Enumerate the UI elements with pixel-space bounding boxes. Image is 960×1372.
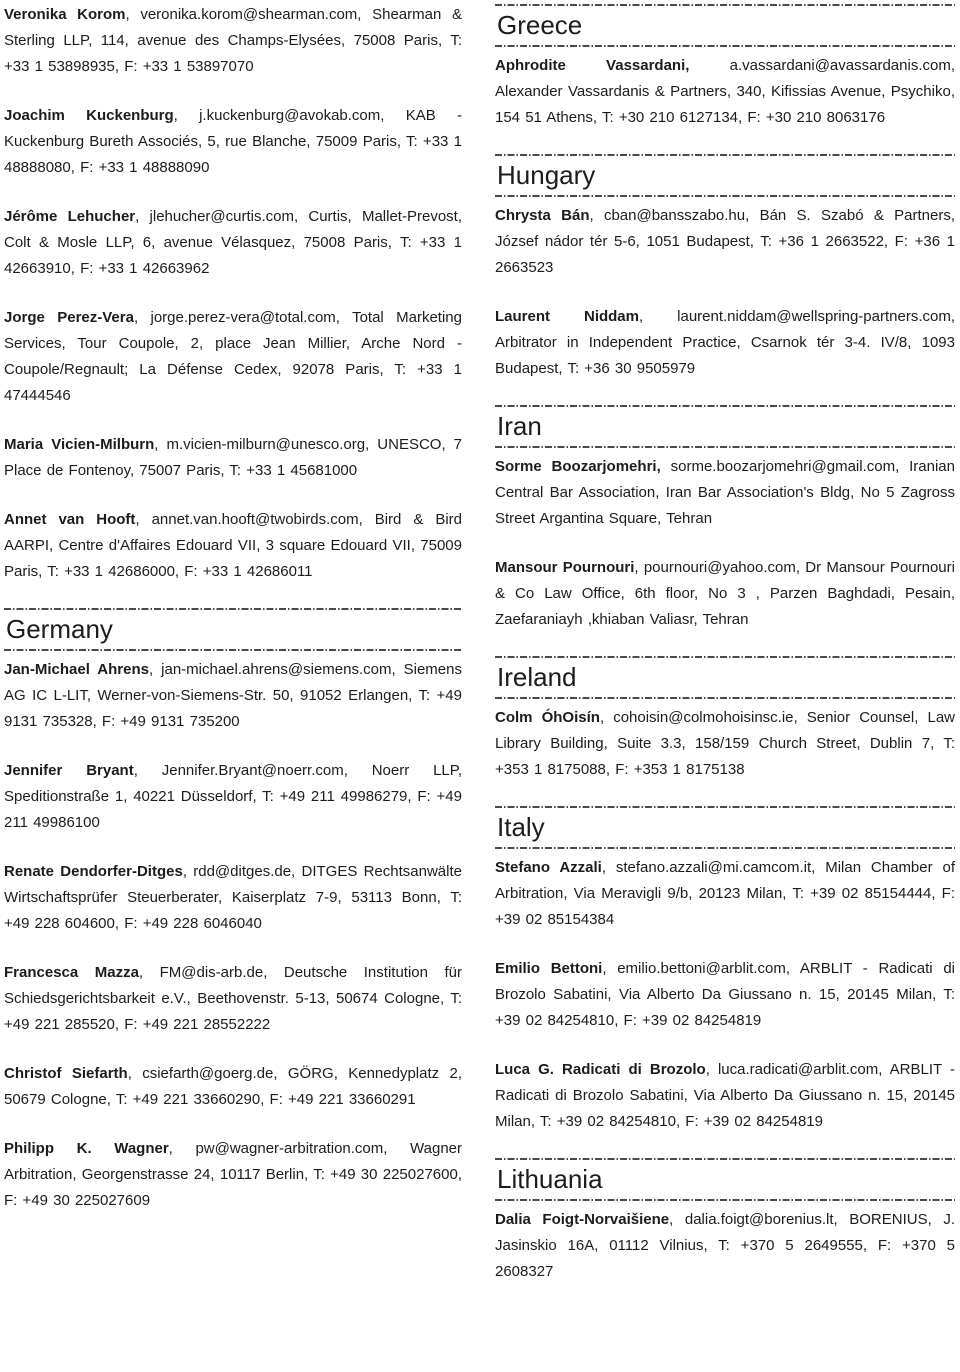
- contact-details: , annet.van.hooft@twobirds.com, Bird & Bird AARPI, Centre d'Affaires Edouard VII, 3 square Edouard VII, 75009 Paris, T: +33 1 42686000, F: +33 1 42686011: [4, 511, 462, 580]
- contact-entry: [4, 507, 462, 585]
- contact-entry: [4, 2, 462, 80]
- contact-name: Maria Vicien-Milburn: [4, 436, 155, 453]
- contact-name: Jennifer Bryant: [4, 762, 134, 779]
- contact-name: Joachim Kuckenburg: [4, 107, 174, 124]
- contact-details: , emilio.bettoni@arblit.com, ARBLIT - Radicati di Brozolo Sabatini, Via Alberto Da Giussano n. 15, 20145 Milan, T: +39 02 84254810, F: +39 02 84254819: [495, 960, 956, 1029]
- dash-dot-divider-bottom: [495, 847, 955, 849]
- contact-entry: [495, 1207, 955, 1285]
- dash-dot-divider-bottom: [495, 1199, 955, 1201]
- contact-details: , dalia.foigt@borenius.lt, BORENIUS, J. Jasinskio 16A, 01112 Vilnius, T: +370 5 2649555, F: +370 5 2608327: [495, 1211, 955, 1280]
- contact-entry: [495, 555, 955, 633]
- contact-details: , cohoisin@colmohoisinsc.ie, Senior Counsel, Law Library Building, Suite 3.3, 158/159 Church Street, Dublin 7, T: +353 1 8175088, F: +353 1 8175138: [495, 709, 956, 778]
- contact-entry: [4, 657, 462, 735]
- contact-entry: [495, 855, 955, 933]
- contact-entry: [495, 956, 955, 1034]
- contact-entry: [495, 705, 955, 783]
- contact-details: , cban@bansszabo.hu, Bán S. Szabó & Partners, József nádor tér 5-6, 1051 Budapest, T: +36 1 2663522, F: +36 1 2663523: [495, 207, 955, 276]
- contact-entry: [4, 1136, 462, 1214]
- contact-entry: [495, 53, 955, 131]
- contact-details: , rdd@ditges.de, DITGES Rechtsanwälte Wirtschaftsprüfer Steuerberater, Kaiserplatz 7-9, 53113 Bonn, T: +49 228 604600, F: +49 228 6046040: [4, 863, 462, 932]
- contact-details: , Jennifer.Bryant@noerr.com, Noerr LLP, Speditionstraße 1, 40221 Düsseldorf, T: +49 211 49986279, F: +49 211 49986100: [4, 762, 462, 831]
- contact-entry: [4, 859, 462, 937]
- section-heading-germany: Germany: [6, 614, 113, 644]
- column-left: [4, 2, 462, 1372]
- contact-entry: [4, 103, 462, 181]
- contact-details: , stefano.azzali@mi.camcom.it, Milan Chamber of Arbitration, Via Meravigli 9/b, 20123 Milan, T: +39 02 85154444, F: +39 02 85154384: [495, 859, 955, 928]
- contact-details: , j.kuckenburg@avokab.com, KAB - Kuckenburg Bureth Associés, 5, rue Blanche, 75009 Paris, T: +33 1 48888080, F: +33 1 48888090: [4, 107, 462, 176]
- contact-entry: [4, 204, 462, 282]
- contact-name: Aphrodite Vassardani,: [495, 57, 690, 74]
- contact-name: Philipp K. Wagner: [4, 1140, 169, 1157]
- contact-details: , pournouri@yahoo.com, Dr Mansour Pournouri & Co Law Office, 6th floor, No 3 , Parzen Baghdadi, Pesain, Zaefaraniayh ,khiaban Valiasr, Tehran: [495, 559, 955, 628]
- column-right: [495, 2, 955, 1372]
- contact-name: Jorge Perez-Vera: [4, 309, 134, 326]
- contact-details: , FM@dis-arb.de, Deutsche Institution für Schiedsgerichtsbarkeit e.V., Beethovenstr. 5-13, 50674 Cologne, T: +49 221 285520, F: +49 221 28552222: [4, 964, 462, 1033]
- contact-name: Laurent Niddam: [495, 308, 639, 325]
- contact-name: Stefano Azzali: [495, 859, 602, 876]
- contact-entry: [4, 305, 462, 409]
- contact-details: sorme.boozarjomehri@gmail.com, Iranian Central Bar Association, Iran Bar Association's Bldg, No 5 Zagross Street Argantina Square, Tehran: [495, 458, 955, 527]
- contact-entry: [495, 304, 955, 382]
- contact-name: Chrysta Bán: [495, 207, 590, 224]
- contact-name: Annet van Hooft: [4, 511, 136, 528]
- contact-name: Sorme Boozarjomehri,: [495, 458, 661, 475]
- contact-details: , jorge.perez-vera@total.com, Total Marketing Services, Tour Coupole, 2, place Jean Millier, Arche Nord - Coupole/Regnault; La Défense Cedex, 92078 Paris, T: +33 1 47444546: [4, 309, 462, 404]
- contact-name: Mansour Pournouri: [495, 559, 635, 576]
- contact-name: Jan-Michael Ahrens: [4, 661, 149, 678]
- contact-name: Christof Siefarth: [4, 1065, 128, 1082]
- dash-dot-divider-bottom: [4, 649, 462, 651]
- contact-entry: [495, 1057, 955, 1135]
- contact-details: , veronika.korom@shearman.com, Shearman & Sterling LLP, 114, avenue des Champs-Elysées, 75008 Paris, T: +33 1 53898935, F: +33 1 53897070: [4, 6, 462, 75]
- contact-details: , pw@wagner-arbitration.com, Wagner Arbitration, Georgenstrasse 24, 10117 Berlin, T: +49 30 225027600, F: +49 30 225027609: [4, 1140, 462, 1209]
- contact-name: Colm ÓhOisín: [495, 709, 600, 726]
- contact-name: Veronika Korom: [4, 6, 126, 23]
- dash-dot-divider-bottom: [495, 45, 955, 47]
- dash-dot-divider-bottom: [495, 697, 955, 699]
- contact-details: , jlehucher@curtis.com, Curtis, Mallet-Prevost, Colt & Mosle LLP, 6, avenue Vélasquez, 75008 Paris, T: +33 1 42663910, F: +33 1 42663962: [4, 208, 462, 277]
- section-heading-iran: Iran: [497, 411, 542, 441]
- contact-details: , jan-michael.ahrens@siemens.com, Siemens AG IC L-LIT, Werner-von-Siemens-Str. 50, 91052 Erlangen, T: +49 9131 735328, F: +49 9131 735200: [4, 661, 462, 730]
- section-heading-ireland: Ireland: [497, 662, 577, 692]
- section-heading-lithuania: Lithuania: [497, 1164, 603, 1194]
- section-heading-italy: Italy: [497, 812, 545, 842]
- contact-name: Dalia Foigt-Norvaišiene: [495, 1211, 670, 1228]
- contact-entry: [495, 454, 955, 532]
- contact-entry: [495, 203, 955, 281]
- contact-entry: [4, 1061, 462, 1113]
- contact-name: Francesca Mazza: [4, 964, 139, 981]
- contact-details: , m.vicien-milburn@unesco.org, UNESCO, 7 Place de Fontenoy, 75007 Paris, T: +33 1 45681000: [4, 436, 463, 479]
- contact-details: , laurent.niddam@wellspring-partners.com, Arbitrator in Independent Practice, Csarnok tér 3-4. IV/8, 1093 Budapest, T: +36 30 9505979: [495, 308, 955, 377]
- contact-name: Renate Dendorfer-Ditges: [4, 863, 183, 880]
- contact-name: Jérôme Lehucher: [4, 208, 136, 225]
- contact-name: Emilio Bettoni: [495, 960, 603, 977]
- contact-entry: [4, 960, 462, 1038]
- contact-name: Luca G. Radicati di Brozolo: [495, 1061, 706, 1078]
- dash-dot-divider-bottom: [495, 446, 955, 448]
- section-heading-hungary: Hungary: [497, 160, 596, 190]
- contact-details: a.vassardani@avassardanis.com, Alexander Vassardanis & Partners, 340, Kifissias Avenue, Psychiko, 154 51 Athens, T: +30 210 6127134, F: +30 210 8063176: [495, 57, 955, 126]
- contact-details: , luca.radicati@arblit.com, ARBLIT - Radicati di Brozolo Sabatini, Via Alberto Da Giussano n. 15, 20145 Milan, T: +39 02 84254810, F: +39 02 84254819: [495, 1061, 955, 1130]
- dash-dot-divider-bottom: [495, 195, 955, 197]
- contact-entry: [4, 758, 462, 836]
- contact-details: , csiefarth@goerg.de, GÖRG, Kennedyplatz 2, 50679 Cologne, T: +49 221 33660290, F: +49 221 33660291: [4, 1065, 462, 1108]
- section-heading-greece: Greece: [497, 10, 583, 40]
- contact-entry: [4, 432, 462, 484]
